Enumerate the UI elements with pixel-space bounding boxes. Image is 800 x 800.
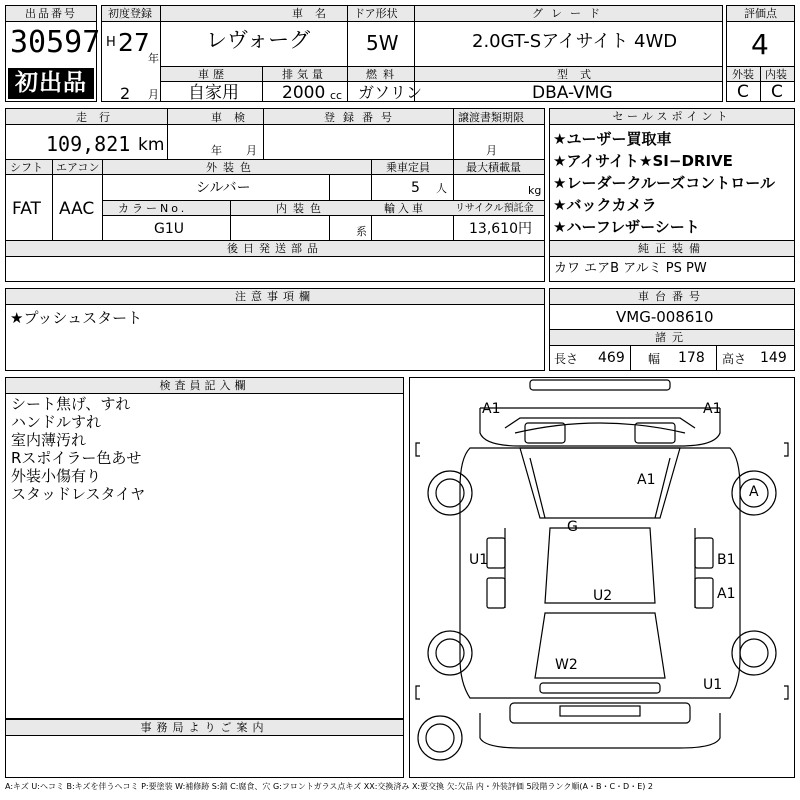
exterior-label: 外装 [732,68,754,81]
inspector-line: 外装小傷有り [11,467,102,485]
office-label: 事務局よりご案内 [6,720,403,736]
damage-mark: W2 [555,657,578,673]
chassis-label: 車台番号 [550,289,794,305]
history-label: 車歴 [198,68,228,81]
import-label: 輸入車 [384,202,426,215]
int-color-unit: 系 [356,225,367,238]
history: 自家用 [188,83,239,103]
model-label: 型式 [557,68,603,81]
car-name: レヴォーグ [206,28,311,52]
car-name-label: 車名 [292,7,338,20]
displacement-label: 排気量 [282,68,327,81]
mileage-label: 走行 [76,111,122,124]
fuel-label: 燃料 [366,68,400,81]
equipment-value: カワ エアB アルミ PS PW [554,261,707,276]
first-listing-badge: 初出品 [8,68,94,99]
recycle-amount: 13,610円 [469,221,532,237]
inspector-line: 室内薄汚れ [11,431,87,449]
lot-number: 30597 [10,25,101,60]
sales-point: ★レーダークルーズコントロール [553,174,775,192]
capacity-label: 乗車定員 [386,161,430,174]
sales-point: ★バックカメラ [553,196,657,214]
reg-label: 初度登録 [108,7,152,20]
equipment-box [549,240,795,282]
chassis-number: VMG-008610 [616,308,714,326]
transfer-label: 譲渡書類期限 [458,111,524,124]
details-box [5,108,545,241]
displacement: 2000 [282,83,326,103]
sales-points-label: セールスポイント [550,109,794,125]
lot-number-label: 出品番号 [6,6,96,22]
transfer-month-unit: 月 [486,144,497,157]
later-parts-label: 後日発送部品 [6,241,544,257]
color-no-label: カラーNo. [118,202,188,215]
width-label: 幅 [648,352,661,366]
sales-point: ★アイサイト★SI−DRIVE [553,152,733,170]
score-label: 評価点 [727,6,794,22]
interior-label: 内装 [765,68,787,81]
lot-number-box [5,5,101,102]
damage-mark: U2 [593,588,613,604]
sales-point: ★ハーフレザーシート [553,218,700,236]
inspection-year-unit: 年 [211,144,222,157]
header-label-row [102,6,722,22]
notes-value: ★プッシュスタート [10,309,143,327]
notes-box [5,288,545,371]
sales-points-box [549,108,795,241]
inspector-label: 検査員記入欄 [6,378,403,394]
dims-label: 諸元 [550,330,794,346]
reg-year-unit: 年 [148,52,159,65]
damage-mark: A [749,484,759,500]
capacity: 5 [411,180,420,196]
car-diagram-box [409,377,795,778]
score: 4 [751,28,769,61]
inspector-line: ハンドルすれ [11,413,102,431]
reg-month: 2 [120,84,131,103]
exterior-grade: C [737,82,749,102]
km-unit: km [138,135,165,155]
door-label: ドア形状 [354,7,398,20]
legend: A:キズ U:ヘコミ B:キズを伴うヘコミ P:要塗装 W:補修跡 S:錆 C:腐食、穴 G:フロントガラス点キズ XX:交換済み X:要交換 欠:欠品 内・外装評価 5段階ランク順(A・B・C・D・E) 2 [5,782,654,791]
car-diagram [410,378,794,777]
shift: FAT [12,199,41,219]
inspection-month-unit: 月 [246,144,257,157]
capacity-unit: 人 [436,182,447,195]
ac: AAC [59,199,95,219]
damage-mark: U1 [469,552,489,568]
vehicle-header-box [101,5,723,102]
later-parts-box [5,240,545,282]
length-label: 長さ [554,352,579,366]
damage-mark: A1 [717,586,736,602]
cc-unit: cc [330,89,343,102]
door-type: 5W [366,31,399,55]
shift-label: シフト [10,161,43,174]
inspector-line: シート焦げ、すれ [11,395,131,413]
reg-month-unit: 月 [148,88,159,101]
interior-grade: C [771,82,783,102]
damage-mark: U1 [703,677,723,693]
equipment-label: 純正装備 [550,241,794,257]
reg-era: H [106,35,116,50]
mileage: 109,821 [46,132,131,156]
recycle-label: リサイクル預託金 [455,203,534,214]
inspector-line: Rスポイラー色あせ [11,449,142,467]
height-label: 高さ [722,352,747,366]
length: 469 [598,350,625,366]
damage-mark: A1 [637,472,656,488]
int-color-label: 内装色 [276,202,327,215]
width: 178 [678,350,705,366]
fuel: ガソリン [358,83,423,102]
office-box [5,719,404,778]
ac-label: エアコン [56,161,100,174]
notes-label: 注意事項欄 [6,289,544,305]
sales-point: ★ユーザー買取車 [553,130,672,148]
model: DBA-VMG [532,83,613,103]
grade-label: グレード [532,7,608,20]
color: シルバー [196,180,251,196]
load-unit: kg [528,184,542,197]
reg-no-label: 登録番号 [324,111,400,124]
damage-mark: A1 [703,401,722,417]
inspector-line: スタッドレスタイヤ [11,485,146,503]
reg-year: 27 [118,28,150,57]
color-label: 外装色 [206,161,257,174]
height: 149 [760,350,787,366]
damage-mark: A1 [482,401,501,417]
damage-mark: B1 [717,552,736,568]
score-box [726,5,795,102]
load-label: 最大積載量 [466,161,521,174]
grade: 2.0GT-Sアイサイト 4WD [472,31,678,52]
inspector-box [5,377,404,719]
inspection-label: 車検 [211,111,257,124]
damage-mark: G [567,519,578,535]
chassis-box [549,288,795,371]
color-no: G1U [154,221,185,237]
